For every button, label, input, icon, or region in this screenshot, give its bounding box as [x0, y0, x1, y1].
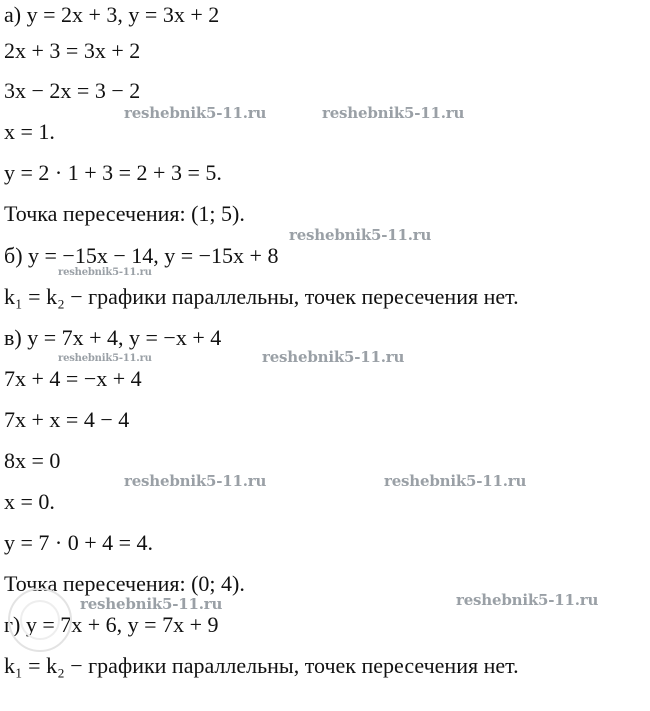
watermark-text: reshebnik5-11.ru	[80, 595, 223, 613]
part-c-equations: в) y = 7x + 4, y = −x + 4	[4, 325, 222, 350]
part-b-conclusion: k₁ = k₂ − графики параллельны, точек пересечения нет.	[4, 284, 519, 309]
part-c-y-value: y = 7 · 0 + 4 = 4.	[4, 530, 154, 555]
part-a-answer: Точка пересечения: (1; 5).	[4, 201, 245, 226]
watermark-text: reshebnik5-11.ru	[58, 267, 152, 278]
part-c-x-value: x = 0.	[4, 489, 55, 514]
stamp-watermark	[8, 588, 72, 652]
part-c-step-equate: 7x + 4 = −x + 4	[4, 366, 142, 391]
part-d-conclusion: k₁ = k₂ − графики параллельны, точек пересечения нет.	[4, 653, 519, 678]
part-a-x-value: x = 1.	[4, 119, 55, 144]
watermark-text: reshebnik5-11.ru	[322, 104, 465, 122]
watermark-text: reshebnik5-11.ru	[289, 226, 432, 244]
watermark-text: reshebnik5-11.ru	[262, 348, 405, 366]
part-a-step-equate: 2x + 3 = 3x + 2	[4, 38, 141, 63]
part-a-y-value: y = 2 · 1 + 3 = 2 + 3 = 5.	[4, 160, 222, 185]
watermark-text: reshebnik5-11.ru	[58, 353, 152, 364]
part-b-equations: б) y = −15x − 14, y = −15x + 8	[4, 243, 279, 268]
watermark-text: reshebnik5-11.ru	[456, 591, 599, 609]
part-c-step-simplify: 7x + x = 4 − 4	[4, 407, 130, 432]
watermark-text: reshebnik5-11.ru	[124, 104, 267, 122]
watermark-text: reshebnik5-11.ru	[384, 472, 527, 490]
watermark-text: reshebnik5-11.ru	[124, 472, 267, 490]
part-a-step-simplify: 3x − 2x = 3 − 2	[4, 78, 141, 103]
part-a-equations: а) y = 2x + 3, y = 3x + 2	[4, 2, 220, 27]
part-c-answer: Точка пересечения: (0; 4).	[4, 571, 245, 596]
part-c-step-collect: 8x = 0	[4, 448, 61, 473]
part-d-equations: г) y = 7x + 6, y = 7x + 9	[4, 612, 219, 637]
